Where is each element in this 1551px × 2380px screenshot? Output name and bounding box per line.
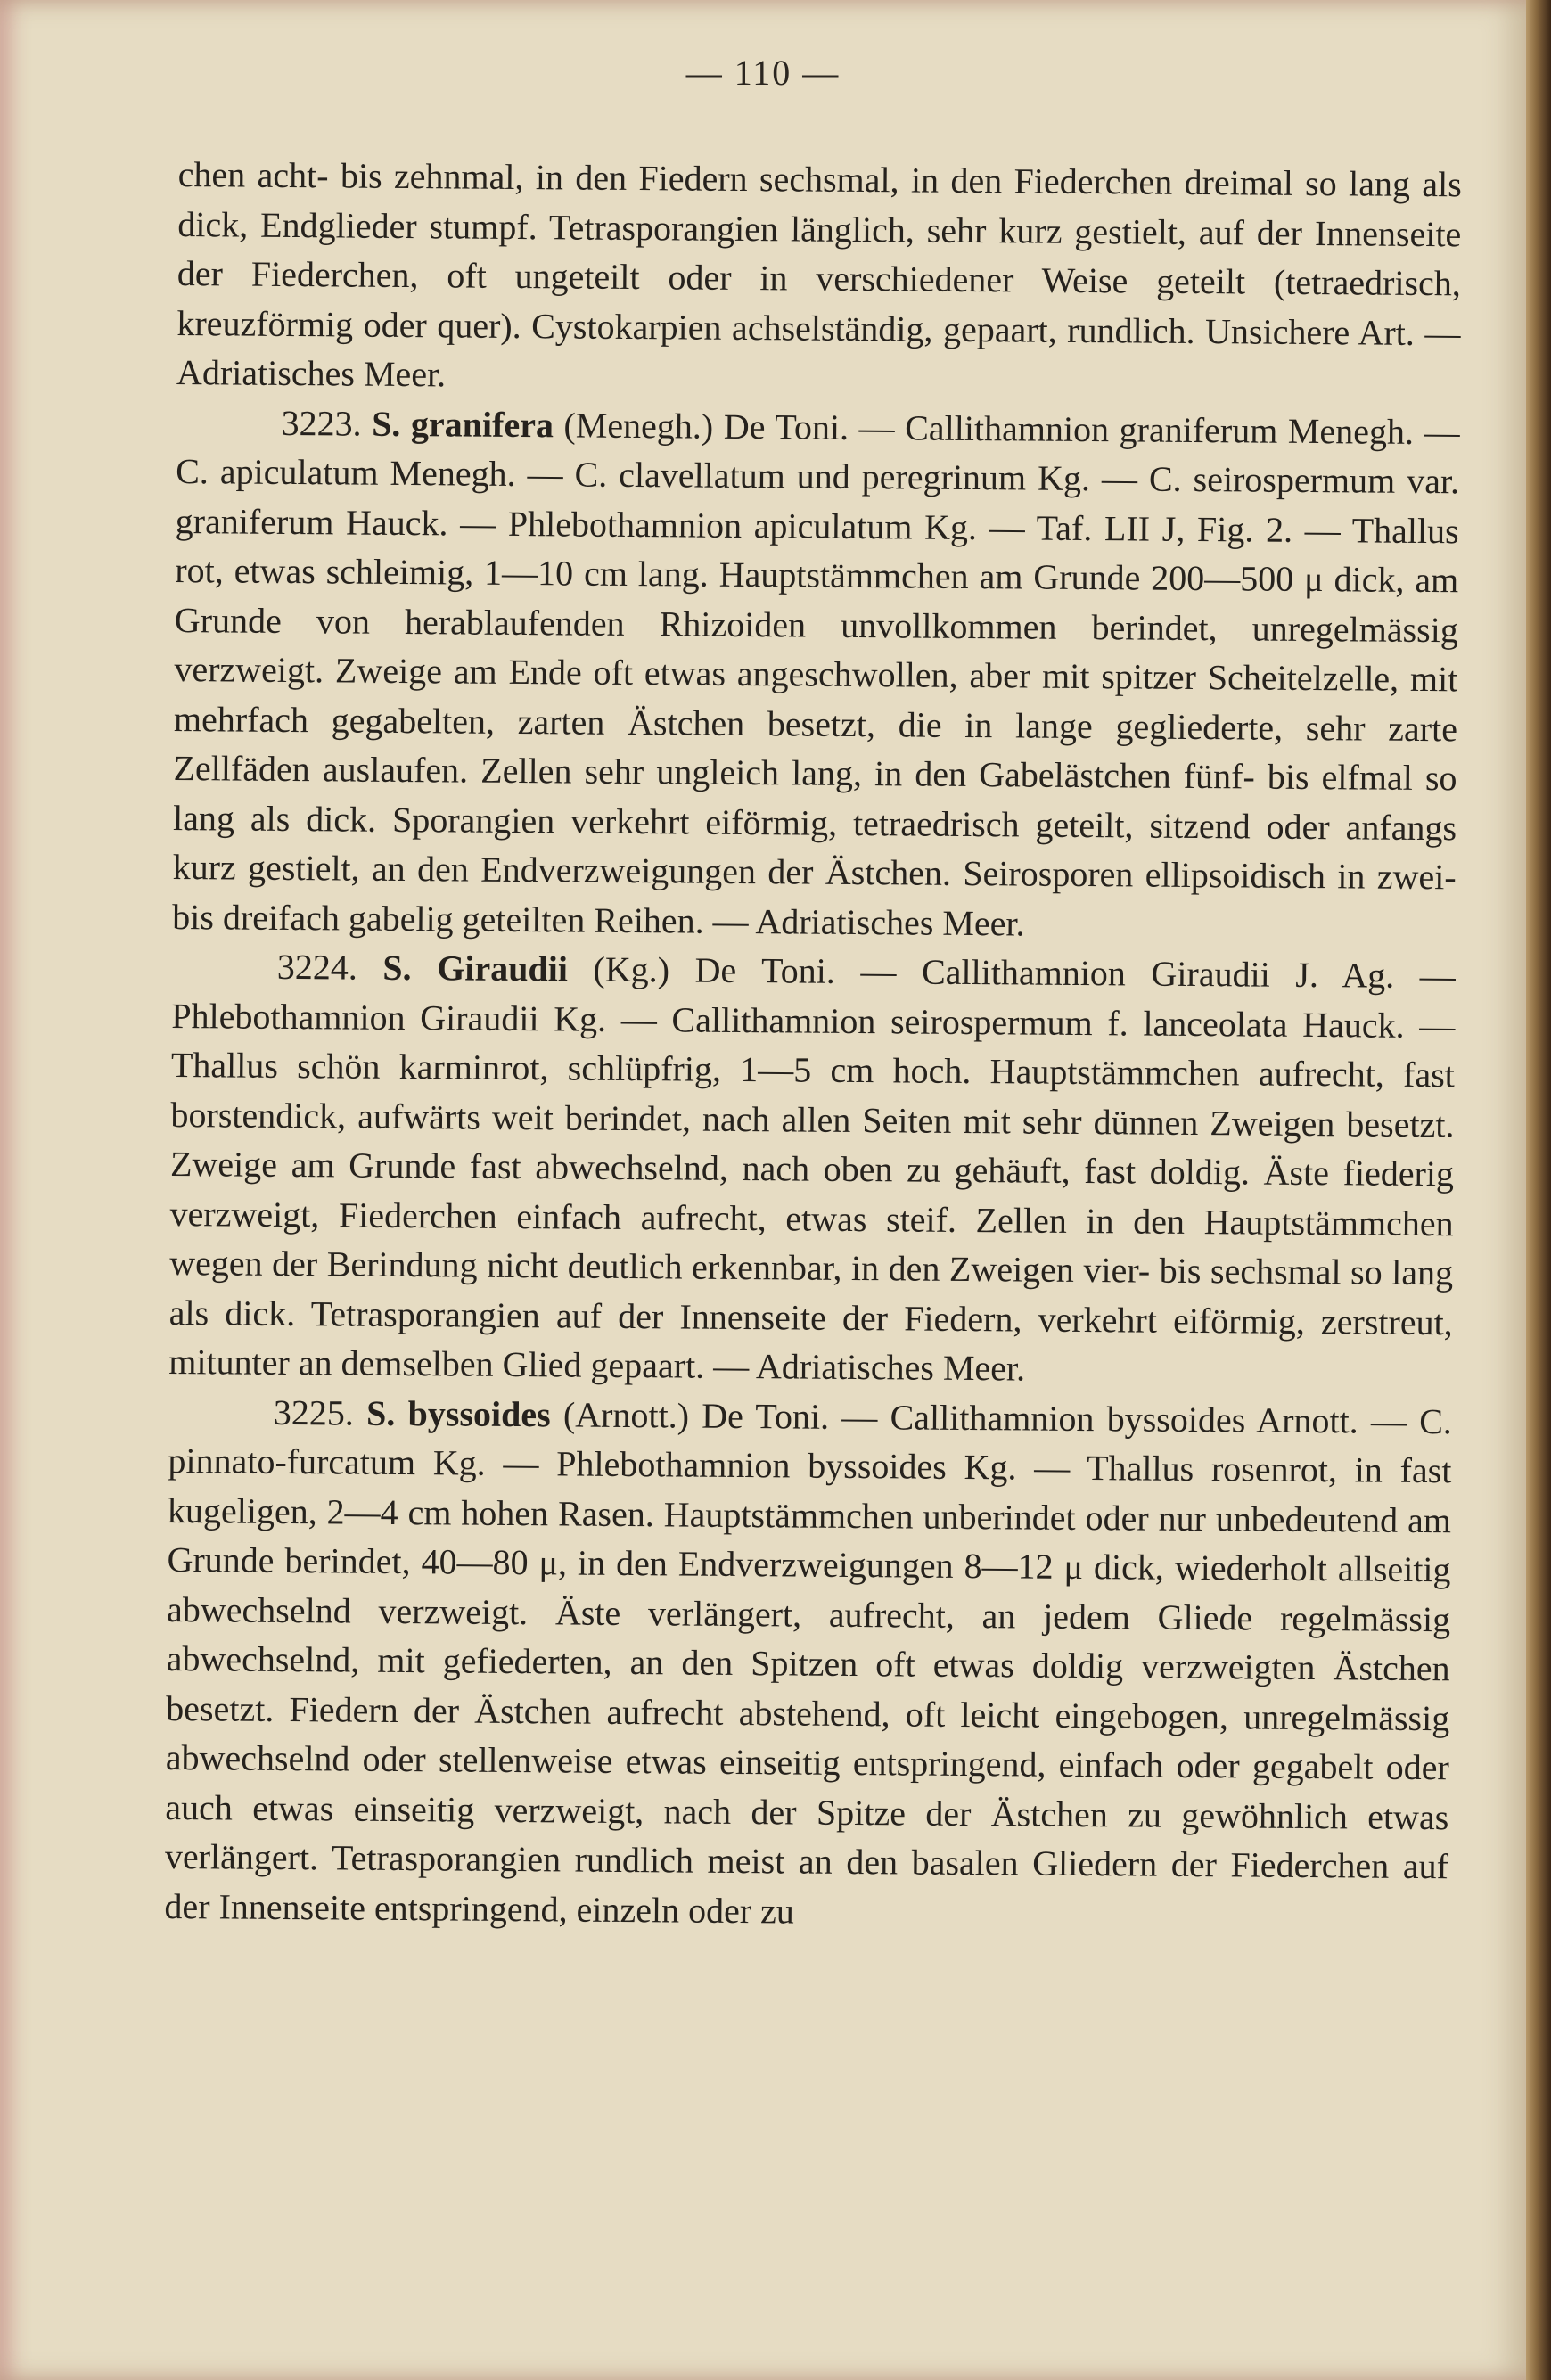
species-name: byssoides — [407, 1392, 551, 1434]
genus-abbrev: S. — [371, 403, 401, 444]
species-name: Giraudii — [437, 948, 569, 989]
paragraph-continuation: chen acht- bis zehnmal, in den Fiedern sechsmal, in den Fiederchen dreimal so lang als dick, Endglieder stumpf. Tetrasporangien länglich, sehr kurz gestielt, auf der Innenseite der Fiederchen, oft ungeteilt oder in verschiedener Weise geteilt (tetraedrisch, kreuzförmig oder quer). Cystokarpien achselständig, gepaart, rundlich. Unsichere Art. — Adriatisches Meer. — [176, 153, 1462, 395]
book-fore-edge — [1526, 0, 1551, 2380]
genus-abbrev: S. — [382, 947, 412, 989]
species-entry-3224 — [168, 941, 1456, 1397]
species-entry-3223 — [172, 397, 1460, 951]
entry-text: (Menegh.) De Toni. — Callithamnion graniferum Menegh. — C. apiculatum Menegh. — C. clavellatum und peregrinum Kg. — C. seirospermum var. graniferum Hauck. — Phlebothamnion apiculatum Kg. — Taf. LII J, Fig. 2. — Thallus rot, etwas schleimig, 1—10 cm lang. Hauptstämmchen am Grunde 200—500 μ dick, am Grunde von herablaufenden Rhizoiden unvollkommen berindet, unregelmässig verzweigt. Zweige am Ende oft etwas angeschwollen, aber mit spitzer Scheitelzelle, mit mehrfach gegabelten, zarten Ästchen besetzt, die in lange gegliederte, sehr zarte Zellfäden auslaufen. Zellen sehr ungleich lang, in den Gabelästchen fünf- bis elfmal so lang als dick. Sporangien verkehrt eiförmig, tetraedrisch geteilt, sitzend oder anfangs kurz gestielt, an den Endverzweigungen der Ästchen. Seirosporen ellipsoidisch in zwei- bis dreifach gabelig geteilten Reihen. — Adriatisches Meer. — [172, 404, 1460, 943]
page-number: — 110 — — [685, 53, 841, 93]
species-name: granifera — [410, 403, 554, 445]
entry-text: (Arnott.) De Toni. — Callithamnion byssoides Arnott. — C. pinnato-furcatum Kg. — Phlebothamnion byssoides Kg. — Thallus rosenrot, in fast kugeligen, 2—4 cm hohen Rasen. Hauptstämmchen unberindet oder nur unbedeutend am Grunde berindet, 40—80 μ, in den Endverzweigungen 8—12 μ dick, wiederholt allseitig abwechselnd verzweigt. Äste verlängert, aufrecht, an jedem Gliede regelmässig abwechselnd, mit gefiederten, an den Spitzen oft etwas doldig verzweigten Ästchen besetzt. Fiedern der Ästchen aufrecht abstehend, oft leicht eingebogen, unregelmässig abwechselnd oder stellenweise etwas einseitig entspringend, einfach oder gegabelt oder auch etwas einseitig verzweigt, nach der Spitze der Ästchen zu gewöhnlich etwas verlängert. Tetrasporangien rundlich meist an den basalen Gliedern der Fiederchen auf der Innenseite entspringend, einzeln oder zu — [164, 1393, 1453, 1931]
entry-text: (Kg.) De Toni. — Callithamnion Giraudii J. Ag. — Phlebothamnion Giraudii Kg. — Callithamnion seirospermum f. lanceolata Hauck. — Thallus schön karminrot, schlüpfrig, 1—5 cm hoch. Hauptstämmchen aufrecht, fast borstendick, aufwärts weit berindet, nach allen Seiten mit sehr dünnen Zweigen besetzt. Zweige am Grunde fast abwechselnd, nach oben zu gehäuft, fast doldig. Äste fiederig verzweigt, Fiederchen einfach aufrecht, etwas steif. Zellen in den Hauptstämmchen wegen der Berindung nicht deutlich erkennbar, in den Zweigen vier- bis sechsmal so lang als dick. Tetrasporangien auf der Innenseite der Fiedern, verkehrt eiförmig, zerstreut, mitunter an demselben Glied gepaart. — Adriatisches Meer. — [168, 948, 1456, 1389]
entry-number: 3223. — [281, 402, 362, 444]
entry-number: 3225. — [273, 1391, 355, 1433]
entry-number: 3224. — [276, 946, 357, 988]
page-text — [164, 150, 1462, 1941]
species-entry-3225 — [164, 1386, 1452, 1941]
genus-abbrev: S. — [365, 1392, 396, 1433]
